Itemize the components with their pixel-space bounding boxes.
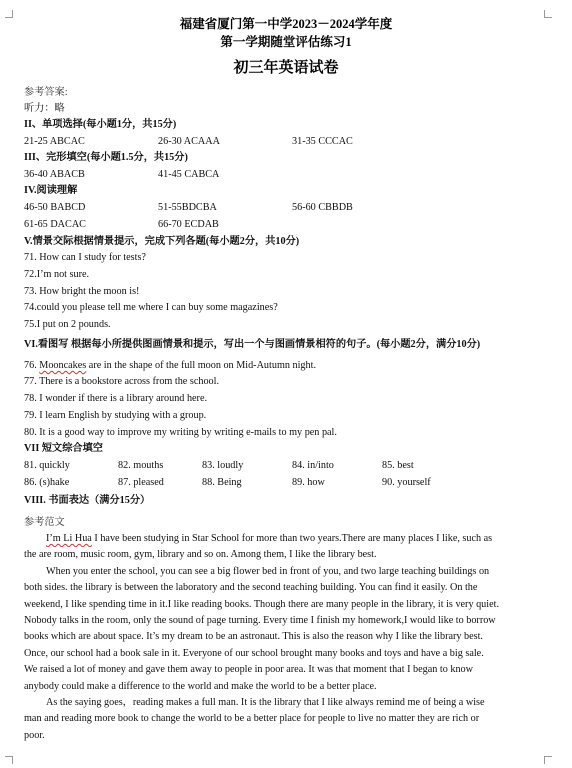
essay-line: I’m Li Hua I have been studying in Star School for more than two years.There are many places I like, such as xyxy=(46,533,493,544)
spellcheck-word: Mooncakes xyxy=(39,360,87,371)
answer-group: 66-70 ECDAB xyxy=(158,219,219,230)
section-5-heading: V.情景交际根据情景提示，完成下列各题(每小题2分，共10分) xyxy=(24,236,300,247)
essay-line: We raised a lot of money and gave them away to people in poor area. It was that moment that I began to know xyxy=(24,664,473,676)
answer-item: 78. I wonder if there is a library around here. xyxy=(24,393,208,404)
answer-item: 80. It is a good way to improve my writing by writing e-mails to my pen pal. xyxy=(24,427,337,438)
answer-group: 36-40 ABACB xyxy=(24,169,85,180)
answer-item: 72.I’m not sure. xyxy=(24,269,90,280)
section-8-heading: VIII. 书面表达（满分15分） xyxy=(24,495,151,506)
essay-line: the are room, music room, gym, library and so on. Among them, I like the library best. xyxy=(24,549,377,561)
sample-essay xyxy=(24,531,552,744)
essay-line: Once, our school had a book sale in it. Everyone of our school brought many books and toys and have a big sale. xyxy=(24,647,484,659)
answer-group: 41-45 CABCA xyxy=(158,169,220,180)
answer-item: 82. mouths xyxy=(118,460,164,471)
answer-item: 79. I learn English by studying with a group. xyxy=(24,410,207,421)
answer-item: 73. How bright the moon is! xyxy=(24,286,140,297)
school-title: 福建省厦门第一中学2023－2024学年度 xyxy=(179,17,393,31)
item-number: 76. xyxy=(24,360,37,371)
answer-item: 89. how xyxy=(292,477,325,488)
essay-line: books which are about space. It’s my dream to be an astronaut. This is also the reason why I like the library best. xyxy=(24,631,483,643)
essay-line: anybody could make a difference to the world and make the world to be a better place. xyxy=(24,680,377,692)
sample-essay-label: 参考范文 xyxy=(24,517,65,528)
answer-item: 88. Being xyxy=(202,477,242,488)
section-3-heading: III、完形填空(每小题1.5分，共15分) xyxy=(24,152,188,163)
section-2-heading: II、单项选择(每小题1分，共15分) xyxy=(24,119,177,130)
answer-item: 77. There is a bookstore across from the school. xyxy=(24,376,220,387)
crop-mark-bottom-left xyxy=(5,756,13,764)
exam-title: 第一学期随堂评估练习1 xyxy=(220,35,352,49)
item-text: are in the shape of the full moon on Mid-Autumn night. xyxy=(86,360,316,371)
answer-group: 31-35 CCCAC xyxy=(292,136,353,147)
answer-item: 81. quickly xyxy=(24,460,70,471)
essay-line: both sides. the library is between the laboratory and the second teaching building. You can find it easily. On the xyxy=(24,582,478,594)
author-name: I’m Li Hua xyxy=(46,533,92,544)
section-6-heading: VI.看图写 根据每小所提供图画情景和提示，写出一个与图画情景相符的句子。(每小题2分，满分10分) xyxy=(24,339,481,350)
answers-label: 参考答案: xyxy=(24,87,68,98)
essay-line: weekend, I like spending time in it.I like reading books. Though there are many people in the library, it is very quiet. xyxy=(24,598,500,610)
answer-item: 85. best xyxy=(382,460,414,471)
answer-item: 90. yourself xyxy=(382,477,431,488)
answer-item: 75.I put on 2 pounds. xyxy=(24,319,111,330)
answer-group: 61-65 DACAC xyxy=(24,219,86,230)
answer-group: 26-30 ACAAA xyxy=(158,136,220,147)
crop-mark-bottom-right xyxy=(544,756,552,764)
answer-item: 74.could you please tell me where I can buy some magazines? xyxy=(24,302,278,313)
essay-line: As the saying goes，reading makes a full man. It is the library that I like always remind me of being a wise xyxy=(46,697,485,709)
answer-item: 86. (s)hake xyxy=(24,477,70,488)
essay-line: man and reading more book to change the world to be a better place for people to live no matter they are rich or xyxy=(24,713,480,725)
answer-group: 51-55BDCBA xyxy=(158,202,217,213)
listening-note: 听力：略 xyxy=(24,103,65,114)
answer-item: 71. How can I study for tests? xyxy=(24,252,146,263)
answer-item: 84. in/into xyxy=(292,460,334,471)
answer-group: 46-50 BABCD xyxy=(24,202,86,213)
essay-line: Nobody talks in the room, only the sound of page turning. Every time I finish my homework,I would like to borrow xyxy=(24,615,496,627)
answer-item: 87. pleased xyxy=(118,477,164,488)
answer-group: 56-60 CBBDB xyxy=(292,202,353,213)
answer-group: 21-25 ABCAC xyxy=(24,136,85,147)
essay-line: poor. xyxy=(24,729,45,741)
essay-line: When you enter the school, you can see a big flower bed in front of you, and two large teaching buildings on xyxy=(46,565,490,577)
answer-item xyxy=(24,359,316,372)
section-7-heading: VII 短文综合填空 xyxy=(24,443,103,454)
subject-title: 初三年英语试卷 xyxy=(233,60,339,76)
answer-item: 83. loudly xyxy=(202,460,244,471)
section-4-heading: IV.阅读理解 xyxy=(24,185,78,196)
